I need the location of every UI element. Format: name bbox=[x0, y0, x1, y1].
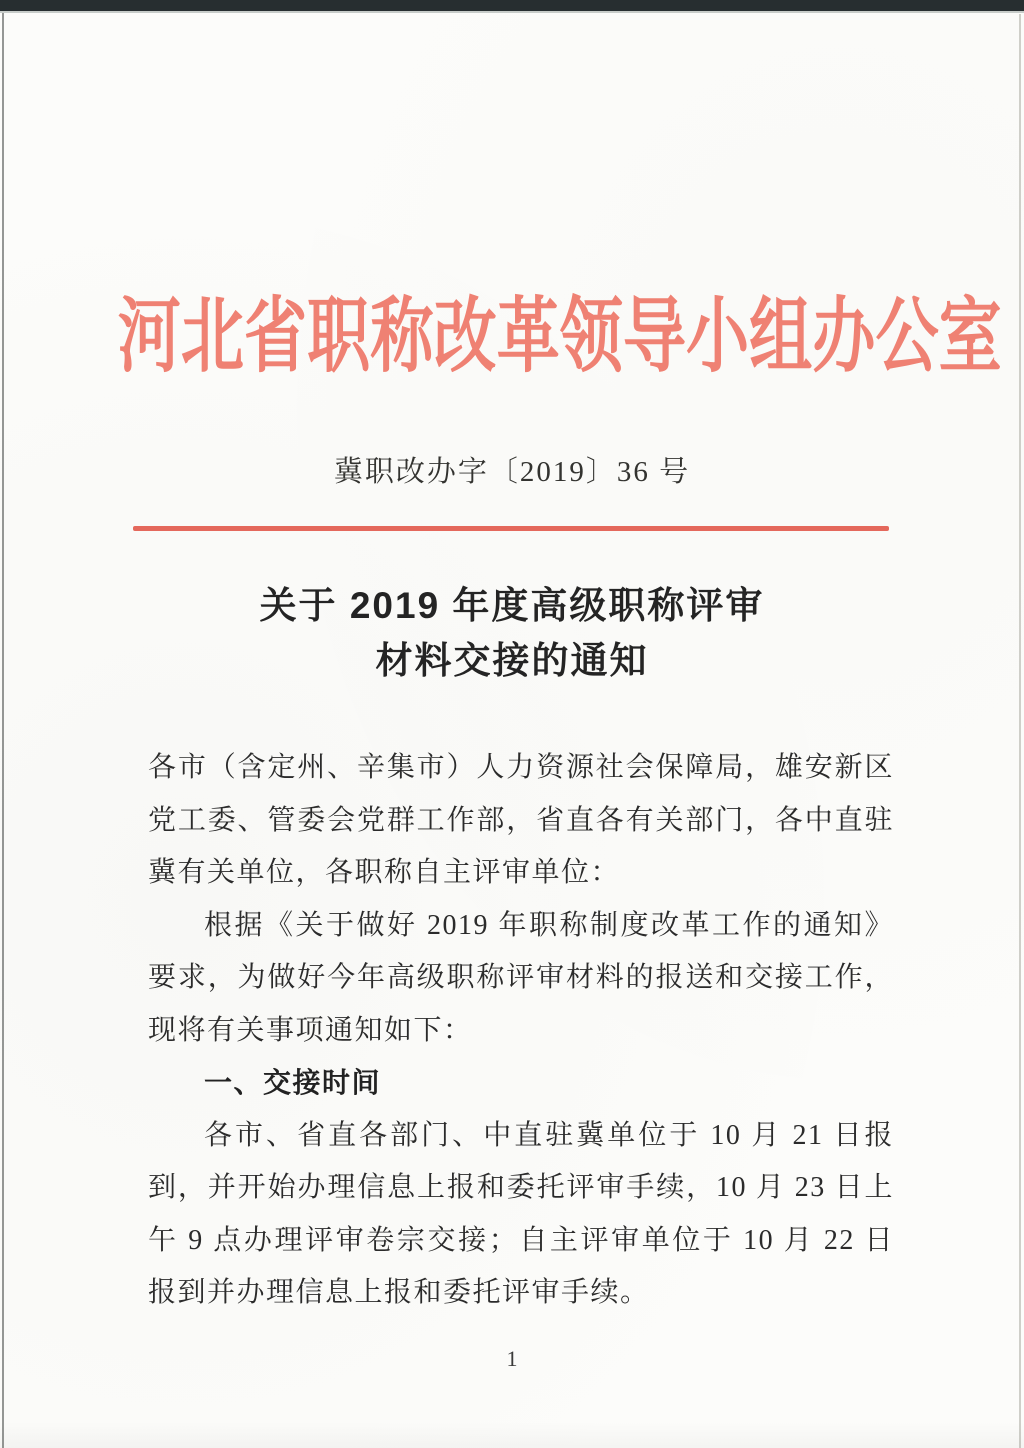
scan-right-edge-line bbox=[1019, 14, 1021, 1448]
document-title-line2: 材料交接的通知 bbox=[375, 640, 649, 681]
document-body bbox=[148, 742, 894, 1320]
scan-left-edge-line bbox=[2, 13, 4, 1448]
document-number: 冀职改办字〔2019〕36 号 bbox=[333, 456, 691, 488]
section-1-heading: 一、交接时间 bbox=[204, 1067, 382, 1098]
red-divider-rule bbox=[133, 526, 889, 531]
document-title bbox=[0, 578, 1024, 688]
section-1-paragraph: 各市、省直各部门、中直驻冀单位于 10 月 21 日报到，并开始办理信息上报和委托评审手续，10 月 23 日上午 9 点办理评审卷宗交接；自主评审单位于 10 月 22 日报到并办理信息上报和委托评审手续。 bbox=[148, 1119, 894, 1308]
document-title-line1: 关于 2019 年度高级职称评审 bbox=[259, 585, 765, 626]
page-number: 1 bbox=[506, 1346, 518, 1371]
intro-paragraph: 根据《关于做好 2019 年职称制度改革工作的通知》要求，为做好今年高级职称评审材料的报送和交接工作，现将有关事项通知如下： bbox=[148, 909, 894, 1046]
scan-bottom-shadow bbox=[0, 1422, 1024, 1448]
salutation-paragraph: 各市（含定州、辛集市）人力资源社会保障局，雄安新区党工委、管委会党群工作部，省直各有关部门，各中直驻冀有关单位，各职称自主评审单位： bbox=[148, 752, 894, 888]
scan-top-edge-bar bbox=[0, 0, 1024, 13]
letterhead-org-name: 河北省职称改革领导小组办公室 bbox=[117, 291, 1002, 382]
